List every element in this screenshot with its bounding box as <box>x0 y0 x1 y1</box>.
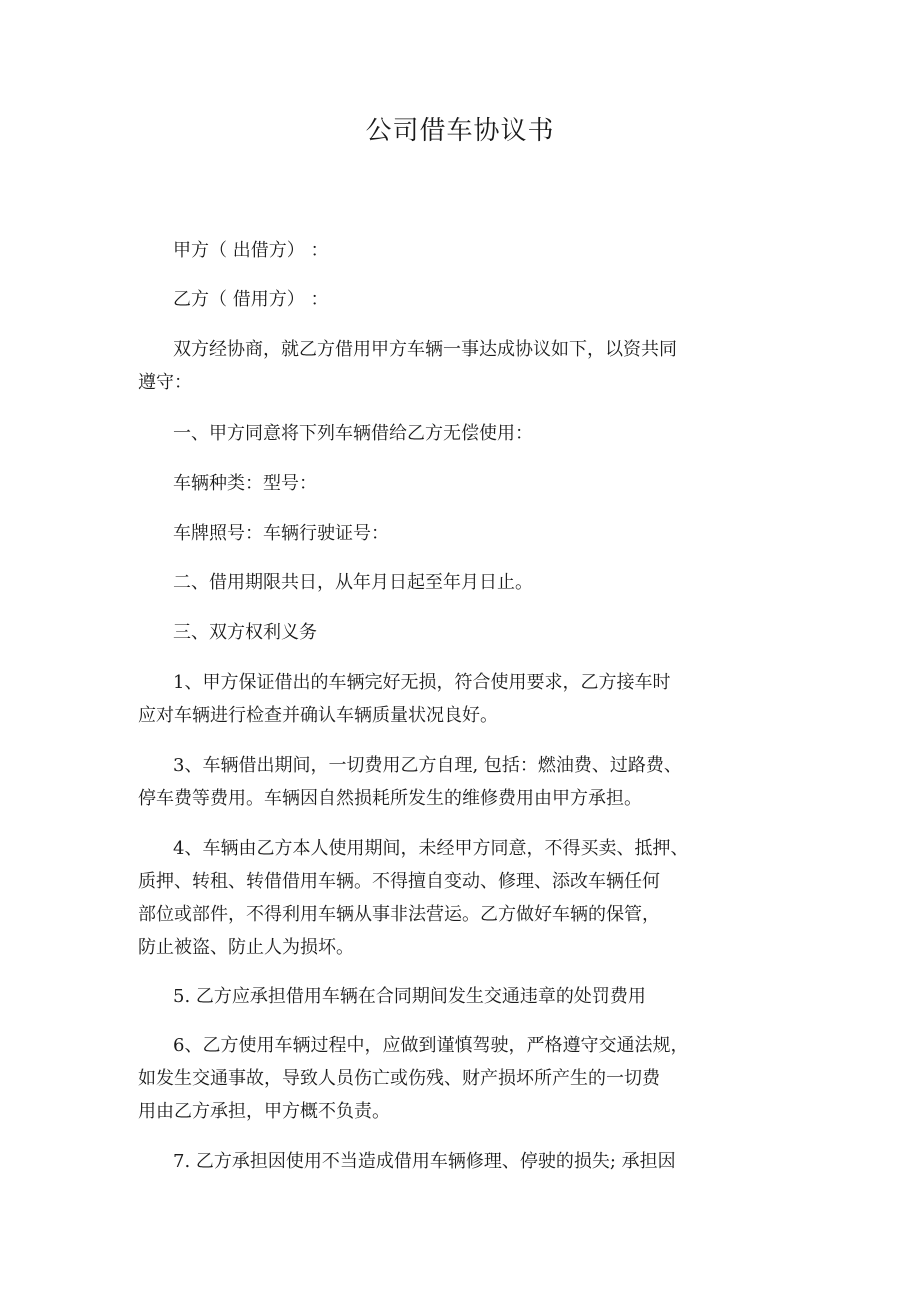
clause-3-heading-paragraph <box>138 616 718 649</box>
paragraph-line: 甲方（ 出借方） ： <box>173 240 329 261</box>
item-3-paragraph <box>138 749 718 815</box>
paragraph-line: 7. 乙方承担因使用不当造成借用车辆修理、停驶的损失; 承担因 <box>173 1151 676 1172</box>
paragraph-line: 3、车辆借出期间，一切费用乙方自理, 包括：燃油费、过路费、 <box>173 755 682 776</box>
clause-2-period-paragraph <box>138 566 718 599</box>
plate-number-paragraph <box>138 517 718 550</box>
item-4-paragraph <box>138 832 718 964</box>
paragraph-line: 三、双方权利义务 <box>173 622 317 643</box>
paragraph-line: 二、借用期限共日，从年月日起至年月日止。 <box>173 572 533 593</box>
paragraph-line: 遵守： <box>138 372 192 393</box>
document-title: 公司借车协议书 <box>365 116 555 146</box>
item-7-paragraph <box>138 1145 718 1178</box>
paragraph-line: 如发生交通事故，导致人员伤亡或伤残、财产损坏所产生的一切费 <box>138 1068 660 1089</box>
paragraph-line: 4、车辆由乙方本人使用期间，未经甲方同意，不得买卖、抵押、 <box>173 838 689 859</box>
preamble-paragraph <box>138 333 718 399</box>
party-a-paragraph <box>138 234 718 267</box>
paragraph-line: 乙方（ 借用方） ： <box>173 289 329 310</box>
vehicle-type-paragraph <box>138 467 718 500</box>
paragraph-line: 用由乙方承担，甲方概不负责。 <box>138 1101 390 1122</box>
paragraph-line: 质押、转租、转借借用车辆。不得擅自变动、修理、添改车辆任何 <box>138 871 660 892</box>
clause-1-intro-paragraph <box>138 417 718 450</box>
paragraph-line: 5. 乙方应承担借用车辆在合同期间发生交通违章的处罚费用 <box>173 986 646 1007</box>
party-b-paragraph <box>138 283 718 316</box>
paragraph-line: 停车费等费用。车辆因自然损耗所发生的维修费用由甲方承担。 <box>138 788 642 809</box>
paragraph-line: 防止被盗、防止人为损坏。 <box>138 937 354 958</box>
item-1-paragraph <box>138 666 718 732</box>
paragraph-line: 双方经协商，就乙方借用甲方车辆一事达成协议如下，以资共同 <box>173 339 677 360</box>
item-6-paragraph <box>138 1029 718 1128</box>
paragraph-line: 1、甲方保证借出的车辆完好无损，符合使用要求，乙方接车时 <box>173 672 671 693</box>
paragraph-line: 车辆种类：型号： <box>173 473 317 494</box>
paragraph-line: 车牌照号：车辆行驶证号： <box>173 523 389 544</box>
paragraph-line: 应对车辆进行检查并确认车辆质量状况良好。 <box>138 705 498 726</box>
item-5-paragraph <box>138 980 718 1013</box>
paragraph-line: 6、乙方使用车辆过程中，应做到谨慎驾驶，严格遵守交通法规， <box>173 1035 689 1056</box>
paragraph-line: 一、甲方同意将下列车辆借给乙方无偿使用： <box>173 423 533 444</box>
paragraph-line: 部位或部件，不得利用车辆从事非法营运。乙方做好车辆的保管， <box>138 904 660 925</box>
